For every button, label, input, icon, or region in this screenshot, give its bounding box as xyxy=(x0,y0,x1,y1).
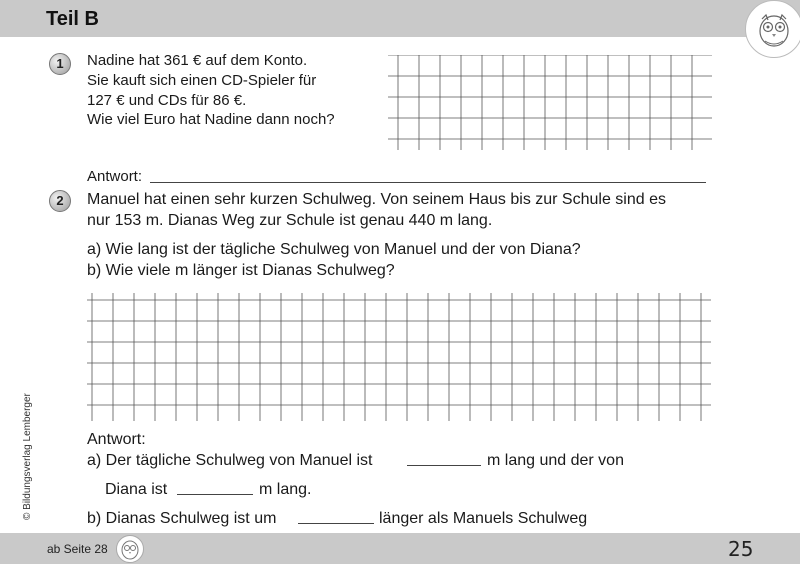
answer-label: Antwort: xyxy=(87,431,146,448)
header-bar xyxy=(0,0,800,37)
calculation-grid[interactable] xyxy=(87,293,711,421)
task-text-line: Wie viel Euro hat Nadine dann noch? xyxy=(87,111,335,128)
page-number: 25 xyxy=(728,537,754,561)
task-number-badge: 1 xyxy=(49,53,71,75)
answer-b-text: länger als Manuels Schulweg xyxy=(379,510,588,527)
task-number-badge: 2 xyxy=(49,190,71,212)
answer-blank-manuel[interactable] xyxy=(407,465,481,466)
answer-a-text: a) Der tägliche Schulweg von Manuel ist xyxy=(87,452,373,469)
task-text-line: Sie kauft sich einen CD-Spieler für xyxy=(87,72,317,89)
answer-blank-diana[interactable] xyxy=(177,494,253,495)
answer-a-text: Diana ist xyxy=(105,481,168,498)
task-text-line: 127 € und CDs für 86 €. xyxy=(87,92,247,109)
section-title: Teil B xyxy=(46,8,99,30)
copyright-notice: © Bildungsverlag Lemberger xyxy=(22,393,33,520)
task-text-line: Nadine hat 361 € auf dem Konto. xyxy=(87,52,308,69)
answer-label: Antwort: xyxy=(87,168,143,185)
mascot-icon xyxy=(745,0,800,58)
page-reference: ab Seite 28 xyxy=(47,542,108,556)
answer-b-text: b) Dianas Schulweg ist um xyxy=(87,510,277,527)
answer-line[interactable] xyxy=(150,182,706,183)
answer-a-text: m lang. xyxy=(259,481,312,498)
task-text-line: nur 153 m. Dianas Weg zur Schule ist genau 440 m lang. xyxy=(87,212,493,229)
task-text-line: Manuel hat einen sehr kurzen Schulweg. Von seinem Haus bis zur Schule sind es xyxy=(87,191,666,208)
calculation-grid[interactable] xyxy=(388,55,712,150)
mascot-icon xyxy=(116,535,144,563)
question-b: b) Wie viele m länger ist Dianas Schulweg? xyxy=(87,262,395,279)
answer-a-text: m lang und der von xyxy=(487,452,624,469)
footer-bar xyxy=(0,533,800,564)
question-a: a) Wie lang ist der tägliche Schulweg von Manuel und der von Diana? xyxy=(87,241,581,258)
answer-blank-difference[interactable] xyxy=(298,523,374,524)
